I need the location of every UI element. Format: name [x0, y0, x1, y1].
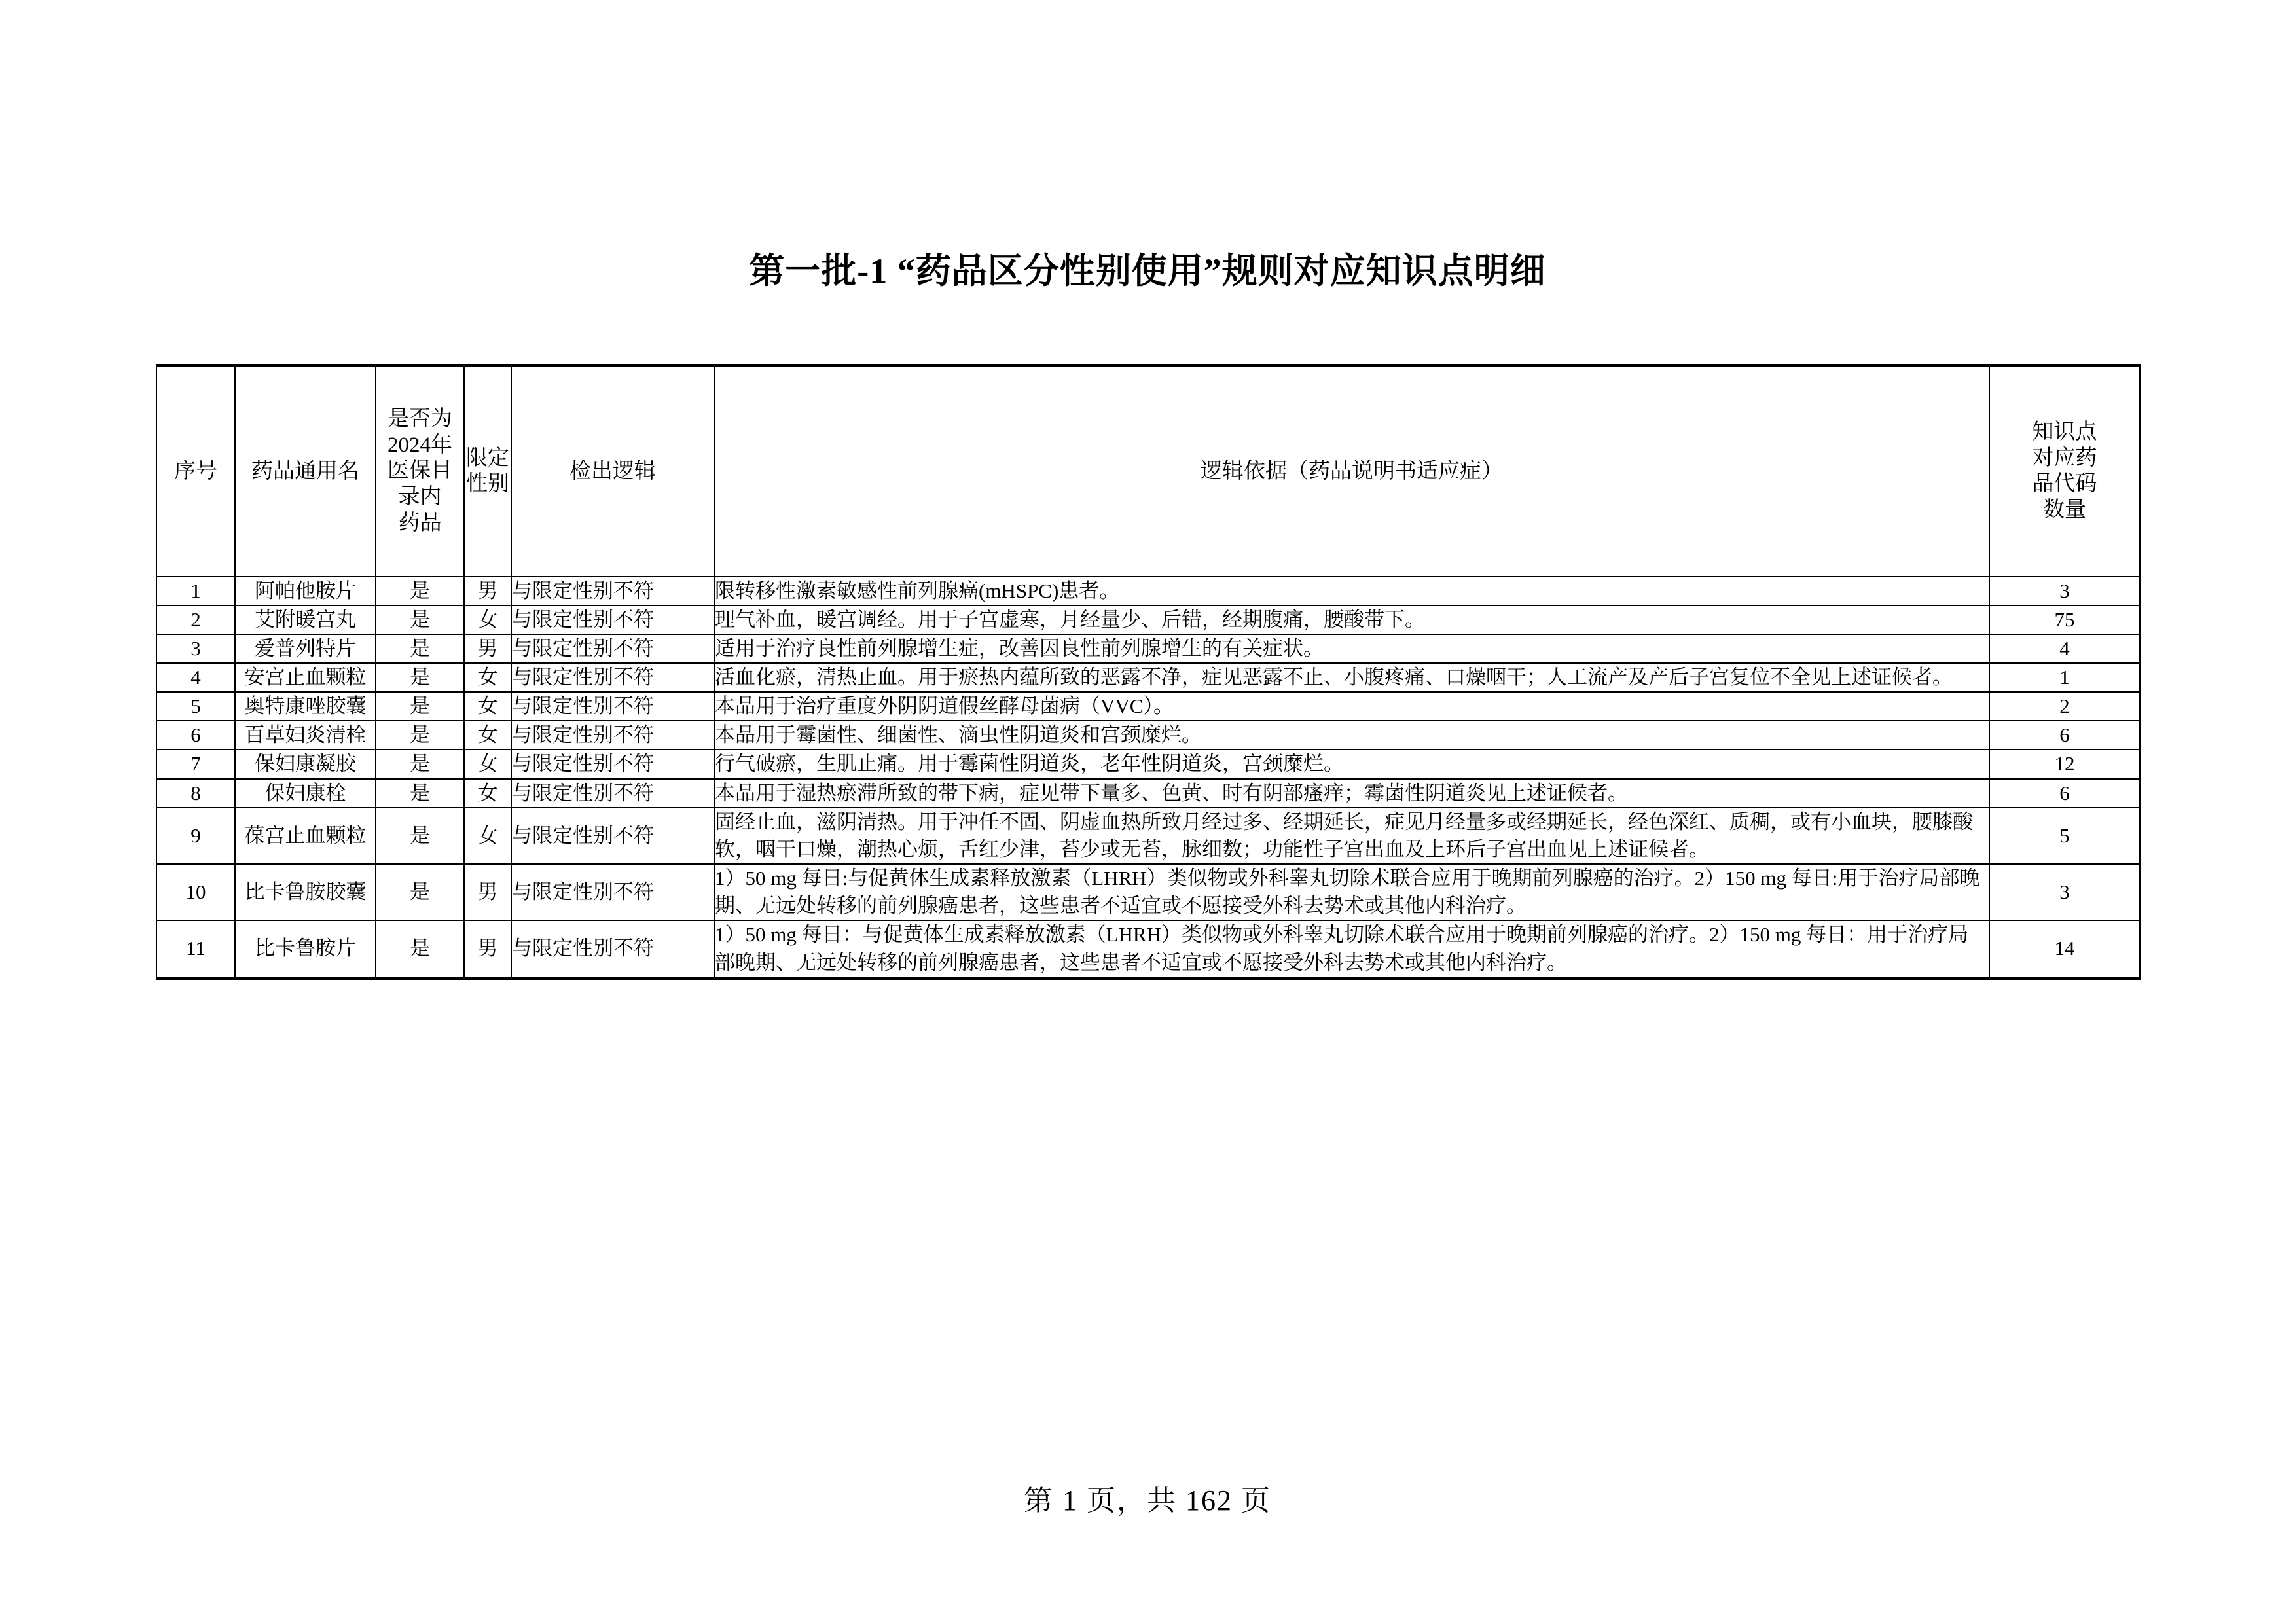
column-header-count-line-4: 数量: [2043, 497, 2086, 522]
row-logic-basis-cell: 1）50 mg 每日：与促黄体生成素释放激素（LHRH）类似物或外科睾丸切除术联合应用于晚期前列腺癌的治疗。2）150 mg 每日：用于治疗局部晚期、无远处转移的前列腺癌患者，这些患者不适宜或不愿接受外科去势术或其他内科治疗。: [714, 920, 1989, 978]
row-index-cell: 10: [156, 864, 235, 920]
row-logic-basis-cell: 理气补血，暖宫调经。用于子宫虚寒，月经量少、后错，经期腹痛，腰酸带下。: [714, 605, 1989, 634]
column-header-logic-basis: 逻辑依据（药品说明书适应症）: [714, 366, 1989, 577]
page-footer: 第 1 页，共 162 页: [1024, 1485, 1271, 1517]
row-gender-cell: 男: [464, 634, 511, 663]
row-detection-logic-cell: 与限定性别不符: [511, 920, 714, 978]
row-in-catalog-cell: 是: [376, 779, 464, 808]
row-drug-name-cell: 安宫止血颗粒: [235, 663, 376, 692]
row-gender-cell: 女: [464, 692, 511, 721]
column-header-gender-line-2: 性别: [466, 472, 509, 496]
table-row: [156, 663, 2140, 692]
column-header-catalog-line-4: 录内: [398, 485, 442, 509]
row-index-cell: 5: [156, 692, 235, 721]
row-drug-name-cell: 葆宫止血颗粒: [235, 808, 376, 864]
row-index-cell: 2: [156, 605, 235, 634]
row-knowledge-count-cell: 3: [1989, 577, 2140, 605]
column-header-catalog-line-1: 是否为: [388, 407, 452, 431]
table-row: [156, 864, 2140, 920]
column-header-count-line-3: 品代码: [2032, 472, 2097, 496]
row-logic-basis-cell: 适用于治疗良性前列腺增生症，改善因良性前列腺增生的有关症状。: [714, 634, 1989, 663]
row-logic-basis-cell: 本品用于湿热瘀滞所致的带下病，症见带下量多、色黄、时有阴部瘙痒；霉菌性阴道炎见上述证候者。: [714, 779, 1989, 808]
row-gender-cell: 女: [464, 749, 511, 778]
table-row: [156, 749, 2140, 778]
row-in-catalog-cell: 是: [376, 808, 464, 864]
column-header-in-insurance-catalog: [376, 366, 464, 577]
row-index-cell: 9: [156, 808, 235, 864]
column-header-catalog-line-5: 药品: [398, 511, 442, 535]
table-row: [156, 577, 2140, 605]
row-detection-logic-cell: 与限定性别不符: [511, 779, 714, 808]
row-index-cell: 8: [156, 779, 235, 808]
row-gender-cell: 女: [464, 779, 511, 808]
table-header: [156, 366, 2140, 577]
row-in-catalog-cell: 是: [376, 692, 464, 721]
row-index-cell: 1: [156, 577, 235, 605]
row-detection-logic-cell: 与限定性别不符: [511, 749, 714, 778]
row-logic-basis-cell: 行气破瘀，生肌止痛。用于霉菌性阴道炎，老年性阴道炎，宫颈糜烂。: [714, 749, 1989, 778]
column-header-catalog-line-2: 2024年: [388, 433, 452, 457]
row-detection-logic-cell: 与限定性别不符: [511, 634, 714, 663]
row-in-catalog-cell: 是: [376, 920, 464, 978]
row-gender-cell: 女: [464, 721, 511, 749]
row-in-catalog-cell: 是: [376, 749, 464, 778]
row-logic-basis-cell: 固经止血，滋阴清热。用于冲任不固、阴虚血热所致月经过多、经期延长，症见月经量多或经期延长，经色深红、质稠，或有小血块，腰膝酸软，咽干口燥，潮热心烦，舌红少津，苔少或无苔，脉细数；功能性子宫出血及上环后子宫出血见上述证候者。: [714, 808, 1989, 864]
row-knowledge-count-cell: 2: [1989, 692, 2140, 721]
row-knowledge-count-cell: 12: [1989, 749, 2140, 778]
column-header-drug-name: 药品通用名: [235, 366, 376, 577]
column-header-detection-logic: 检出逻辑: [511, 366, 714, 577]
row-knowledge-count-cell: 5: [1989, 808, 2140, 864]
table-row: [156, 605, 2140, 634]
column-header-gender-line-1: 限定: [466, 446, 509, 470]
row-gender-cell: 女: [464, 663, 511, 692]
row-gender-cell: 男: [464, 864, 511, 920]
row-index-cell: 11: [156, 920, 235, 978]
row-knowledge-count-cell: 3: [1989, 864, 2140, 920]
row-gender-cell: 女: [464, 808, 511, 864]
row-detection-logic-cell: 与限定性别不符: [511, 721, 714, 749]
row-in-catalog-cell: 是: [376, 721, 464, 749]
column-header-index: 序号: [156, 366, 235, 577]
page-title: 第一批-1 “药品区分性别使用”规则对应知识点明细: [749, 251, 1546, 291]
row-drug-name-cell: 比卡鲁胺胶囊: [235, 864, 376, 920]
row-drug-name-cell: 百草妇炎清栓: [235, 721, 376, 749]
row-drug-name-cell: 阿帕他胺片: [235, 577, 376, 605]
table-row: [156, 634, 2140, 663]
column-header-knowledge-count: [1989, 366, 2140, 577]
table-row: [156, 808, 2140, 864]
row-logic-basis-cell: 限转移性激素敏感性前列腺癌(mHSPC)患者。: [714, 577, 1989, 605]
row-in-catalog-cell: 是: [376, 634, 464, 663]
row-knowledge-count-cell: 4: [1989, 634, 2140, 663]
row-detection-logic-cell: 与限定性别不符: [511, 663, 714, 692]
row-knowledge-count-cell: 6: [1989, 721, 2140, 749]
row-index-cell: 7: [156, 749, 235, 778]
row-logic-basis-cell: 活血化瘀，清热止血。用于瘀热内蕴所致的恶露不净，症见恶露不止、小腹疼痛、口燥咽干；人工流产及产后子宫复位不全见上述证候者。: [714, 663, 1989, 692]
column-header-count-line-2: 对应药: [2032, 446, 2097, 470]
row-index-cell: 3: [156, 634, 235, 663]
row-logic-basis-cell: 本品用于霉菌性、细菌性、滴虫性阴道炎和宫颈糜烂。: [714, 721, 1989, 749]
row-drug-name-cell: 艾附暖宫丸: [235, 605, 376, 634]
row-gender-cell: 男: [464, 577, 511, 605]
row-knowledge-count-cell: 1: [1989, 663, 2140, 692]
column-header-count-line-1: 知识点: [2032, 420, 2097, 444]
row-drug-name-cell: 保妇康栓: [235, 779, 376, 808]
row-knowledge-count-cell: 6: [1989, 779, 2140, 808]
table-row: [156, 721, 2140, 749]
row-logic-basis-cell: 1）50 mg 每日:与促黄体生成素释放激素（LHRH）类似物或外科睾丸切除术联合应用于晚期前列腺癌的治疗。2）150 mg 每日:用于治疗局部晚期、无远处转移的前列腺癌患者，这些患者不适宜或不愿接受外科去势术或其他内科治疗。: [714, 864, 1989, 920]
table-body: [156, 577, 2140, 979]
row-detection-logic-cell: 与限定性别不符: [511, 605, 714, 634]
knowledge-point-table-container: [156, 364, 2139, 980]
table-header-row: [156, 366, 2140, 577]
row-knowledge-count-cell: 14: [1989, 920, 2140, 978]
table-row: [156, 779, 2140, 808]
row-knowledge-count-cell: 75: [1989, 605, 2140, 634]
row-index-cell: 4: [156, 663, 235, 692]
row-drug-name-cell: 奥特康唑胶囊: [235, 692, 376, 721]
row-logic-basis-cell: 本品用于治疗重度外阴阴道假丝酵母菌病（VVC）。: [714, 692, 1989, 721]
knowledge-point-table: [156, 364, 2141, 980]
row-gender-cell: 男: [464, 920, 511, 978]
row-detection-logic-cell: 与限定性别不符: [511, 577, 714, 605]
row-drug-name-cell: 比卡鲁胺片: [235, 920, 376, 978]
row-in-catalog-cell: 是: [376, 663, 464, 692]
row-detection-logic-cell: 与限定性别不符: [511, 864, 714, 920]
row-detection-logic-cell: 与限定性别不符: [511, 692, 714, 721]
row-drug-name-cell: 爱普列特片: [235, 634, 376, 663]
table-row: [156, 920, 2140, 978]
row-in-catalog-cell: 是: [376, 577, 464, 605]
table-row: [156, 692, 2140, 721]
column-header-catalog-line-3: 医保目: [388, 459, 452, 483]
row-gender-cell: 女: [464, 605, 511, 634]
column-header-restricted-gender: [464, 366, 511, 577]
row-in-catalog-cell: 是: [376, 605, 464, 634]
row-index-cell: 6: [156, 721, 235, 749]
row-drug-name-cell: 保妇康凝胶: [235, 749, 376, 778]
row-detection-logic-cell: 与限定性别不符: [511, 808, 714, 864]
row-in-catalog-cell: 是: [376, 864, 464, 920]
